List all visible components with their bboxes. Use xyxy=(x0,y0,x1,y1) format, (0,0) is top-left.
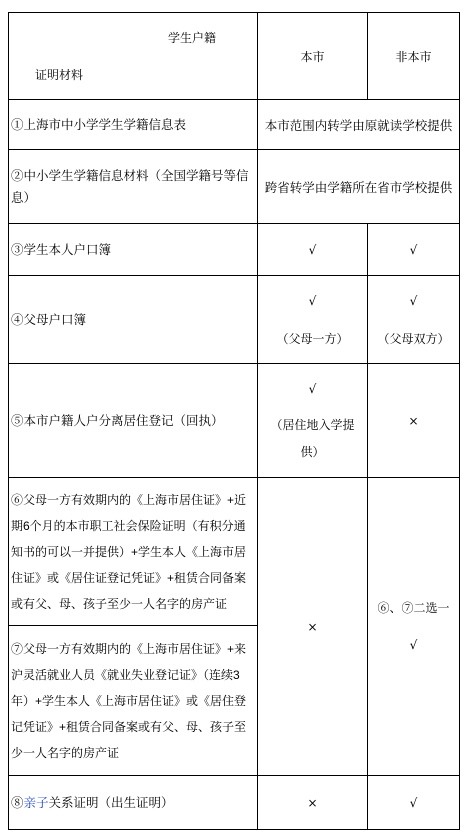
non-local-cell xyxy=(368,364,460,478)
material-line: 少一人名字的房产证 xyxy=(11,745,120,760)
material-cell xyxy=(9,100,258,150)
local-mark: × xyxy=(307,619,318,634)
non-local-cell xyxy=(368,276,460,364)
material-cell xyxy=(9,276,258,364)
material-line: 沪灵活就业人员《就业失业登记证》（连续3 xyxy=(11,667,240,682)
header-non-local-cell xyxy=(368,13,460,100)
header-local-cell xyxy=(258,13,368,100)
material-cell xyxy=(9,150,258,224)
material-text xyxy=(11,794,174,812)
material-text-block xyxy=(11,241,111,259)
material-line: ②中小学生学籍信息材料（全国学籍号等信 xyxy=(11,168,249,183)
local-note-line: （居住地入学提 xyxy=(270,417,355,432)
header-proof-materials-label: 证明材料 xyxy=(35,68,84,82)
material-text-block xyxy=(11,311,86,329)
non-local-note: ⑥、⑦二选一 xyxy=(377,600,450,615)
non-local-mark: × xyxy=(408,413,419,428)
header-corner-cell xyxy=(9,13,258,100)
material-line: 知书的可以一并提供）+学生本人《上海市居 xyxy=(11,544,247,559)
material-line: 年）+学生本人《上海市居住证》或《居住登 xyxy=(11,693,247,708)
material-cell xyxy=(9,776,258,830)
local-note-line: 供） xyxy=(300,444,325,459)
shared-note-cell xyxy=(258,100,460,150)
header-student-household-label: 学生户籍 xyxy=(168,31,217,45)
material-text: ③学生本人户口簿 xyxy=(11,242,112,257)
material-cell xyxy=(9,364,258,478)
material-text-block xyxy=(11,165,249,209)
non-local-cell xyxy=(368,478,460,776)
local-note-line: （父母一方） xyxy=(276,331,349,346)
non-local-mark: √ xyxy=(409,637,418,652)
non-local-note-line: （父母双方） xyxy=(377,331,450,346)
material-text-block xyxy=(11,636,246,766)
non-local-mark: √ xyxy=(409,242,418,257)
material-line: 住证》或《居住证登记凭证》+租赁合同备案 xyxy=(11,570,247,585)
shared-note-text: 跨省转学由学籍所在省市学校提供 xyxy=(264,179,453,195)
material-text: ⑤本市户籍人户分离居住登记（回执） xyxy=(11,413,224,428)
material-line: 期6个月的本市职工社会保险证明（有积分通 xyxy=(11,518,246,533)
material-text-block xyxy=(11,487,246,617)
material-suffix: 关系证明（出生证明） xyxy=(48,795,174,810)
local-mark: × xyxy=(307,795,318,810)
local-mark: √ xyxy=(308,293,317,308)
material-cell xyxy=(9,478,258,626)
non-local-cell xyxy=(368,776,460,830)
local-cell xyxy=(258,224,368,276)
non-local-mark: √ xyxy=(409,293,418,308)
shared-note-cell xyxy=(258,150,460,224)
kinship-link[interactable]: 亲子 xyxy=(23,795,49,810)
shared-note-text: 本市范围内转学由原就读学校提供 xyxy=(264,117,453,133)
material-text-block xyxy=(11,116,186,134)
local-cell xyxy=(258,364,368,478)
material-prefix: ⑧ xyxy=(11,795,24,810)
local-cell xyxy=(258,478,368,776)
header-local-label: 本市 xyxy=(300,49,325,64)
material-cell xyxy=(9,224,258,276)
local-mark: √ xyxy=(308,242,317,257)
local-mark: √ xyxy=(308,381,317,396)
material-line: 记凭证》+租赁合同备案或有父、母、孩子至 xyxy=(11,719,247,734)
material-cell xyxy=(9,626,258,776)
material-line: ⑥父母一方有效期内的《上海市居住证》+近 xyxy=(11,492,247,507)
material-line: 或有父、母、孩子至少一人名字的房产证 xyxy=(11,596,228,611)
material-line: ⑦父母一方有效期内的《上海市居住证》+来 xyxy=(11,641,247,656)
local-cell xyxy=(258,276,368,364)
local-cell xyxy=(258,776,368,830)
material-text: ④父母户口簿 xyxy=(11,312,87,327)
material-line: 息） xyxy=(11,190,37,205)
header-non-local-label: 非本市 xyxy=(395,49,432,64)
non-local-cell xyxy=(368,224,460,276)
material-text: ①上海市中小学学生学籍信息表 xyxy=(11,117,187,132)
non-local-mark: √ xyxy=(409,795,418,810)
material-text-block xyxy=(11,794,174,812)
material-text-block xyxy=(11,412,224,430)
